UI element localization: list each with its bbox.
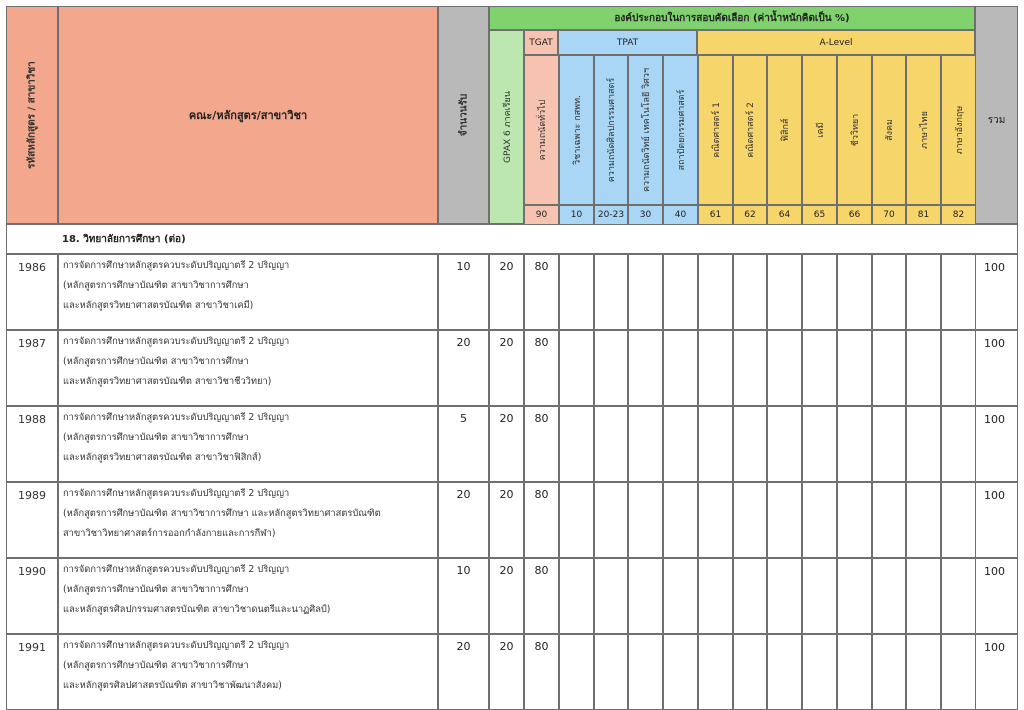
row-code: 1986 <box>6 254 58 330</box>
row-subject-cell <box>594 558 628 634</box>
row-subject-cell <box>594 406 628 482</box>
row-capacity: 20 <box>438 482 489 558</box>
subject-label: ความถนัดศิลปกรรมศาสตร์ <box>607 77 617 183</box>
row-program <box>58 406 438 482</box>
row-subject-cell <box>594 634 628 710</box>
row-subject-cell <box>872 330 906 406</box>
row-tgat: 80 <box>524 634 559 710</box>
row-subject-cell <box>663 406 698 482</box>
faculty-header-label: คณะ/หลักสูตร/สาขาวิชา <box>188 109 308 122</box>
subject-code: 70 <box>872 205 906 225</box>
subject-label: สถาปัตยกรรมศาสตร์ <box>676 89 687 171</box>
row-subject-cell <box>837 634 872 710</box>
row-subject-cell <box>906 482 941 558</box>
row-gpax: 20 <box>489 482 524 558</box>
subject-code: 64 <box>767 205 802 225</box>
row-subject-cell <box>663 330 698 406</box>
row-subject-cell <box>802 634 837 710</box>
row-subject-cell <box>733 406 767 482</box>
row-subject-cell <box>872 406 906 482</box>
row-subject-cell <box>837 558 872 634</box>
subject-code: 10 <box>559 205 594 225</box>
row-subject-cell <box>733 482 767 558</box>
row-subject-cell <box>941 406 976 482</box>
subject-header <box>698 55 733 205</box>
row-total: 100 <box>975 254 1018 330</box>
subject-header <box>767 55 802 205</box>
gpax-header-label: GPAX 6 ภาคเรียน <box>502 91 513 163</box>
subject-code: 65 <box>802 205 837 225</box>
row-subject-cell <box>628 254 663 330</box>
row-subject-cell <box>837 254 872 330</box>
row-subject-cell <box>733 254 767 330</box>
row-subject-cell <box>663 482 698 558</box>
row-subject-cell <box>872 482 906 558</box>
row-subject-cell <box>559 330 594 406</box>
row-tgat: 80 <box>524 330 559 406</box>
subject-code: 40 <box>663 205 698 225</box>
row-code: 1989 <box>6 482 58 558</box>
subject-label: วิชาเฉพาะ กสพท. <box>572 95 583 165</box>
subject-label: สังคม <box>885 119 895 141</box>
row-capacity: 5 <box>438 406 489 482</box>
program-line: (หลักสูตรการศึกษาบัณฑิต สาขาวิชาการศึกษา และหลักสูตรวิทยาศาสตรบัณฑิต <box>63 508 381 519</box>
row-subject-cell <box>802 330 837 406</box>
row-subject-cell <box>663 634 698 710</box>
row-subject-cell <box>906 634 941 710</box>
subject-header <box>906 55 941 205</box>
row-tgat: 80 <box>524 254 559 330</box>
subject-label: คณิตศาสตร์ 2 <box>746 102 756 158</box>
row-subject-cell <box>872 634 906 710</box>
faculty-header <box>58 6 438 224</box>
subject-code: 90 <box>524 205 559 225</box>
row-total: 100 <box>975 330 1018 406</box>
row-subject-cell <box>906 406 941 482</box>
row-subject-cell <box>837 406 872 482</box>
row-subject-cell <box>802 406 837 482</box>
subject-code: 66 <box>837 205 872 225</box>
row-subject-cell <box>767 254 802 330</box>
row-gpax: 20 <box>489 406 524 482</box>
row-capacity: 20 <box>438 634 489 710</box>
row-subject-cell <box>906 558 941 634</box>
row-subject-cell <box>802 254 837 330</box>
row-subject-cell <box>767 558 802 634</box>
code-header-label: รหัสหลักสูตร / สาขาวิชา <box>26 61 38 169</box>
program-line: (หลักสูตรการศึกษาบัณฑิต สาขาวิชาการศึกษา <box>63 432 249 443</box>
subject-code: 62 <box>733 205 767 225</box>
program-line: สาขาวิชาวิทยาศาสตร์การออกกำลังกายและการกีฬา) <box>63 528 276 539</box>
row-total: 100 <box>975 634 1018 710</box>
row-subject-cell <box>767 330 802 406</box>
row-subject-cell <box>872 254 906 330</box>
row-subject-cell <box>837 482 872 558</box>
subject-code: 30 <box>628 205 663 225</box>
subject-header <box>733 55 767 205</box>
row-subject-cell <box>698 558 733 634</box>
subject-header <box>802 55 837 205</box>
row-subject-cell <box>628 634 663 710</box>
row-total: 100 <box>975 406 1018 482</box>
components-header <box>489 6 975 30</box>
subject-code: 61 <box>698 205 733 225</box>
program-line: (หลักสูตรการศึกษาบัณฑิต สาขาวิชาการศึกษา <box>63 356 249 367</box>
row-code: 1991 <box>6 634 58 710</box>
subject-label: ความถนัดวิทย์ เทคโนโลยี วิศวฯ <box>641 67 652 193</box>
row-subject-cell <box>802 558 837 634</box>
row-program <box>58 330 438 406</box>
row-subject-cell <box>733 634 767 710</box>
row-code: 1988 <box>6 406 58 482</box>
row-subject-cell <box>663 254 698 330</box>
subject-code: 20-23 <box>594 205 628 225</box>
row-tgat: 80 <box>524 482 559 558</box>
subject-label: ชีววิทยา <box>850 113 861 147</box>
alevel-group-label: A-Level <box>819 37 853 48</box>
row-subject-cell <box>628 558 663 634</box>
row-program <box>58 634 438 710</box>
program-line: และหลักสูตรศิลปกรรมศาสตรบัณฑิต สาขาวิชาดนตรีและนาฏศิลป์) <box>63 604 331 615</box>
total-header-label: รวม <box>987 115 1006 126</box>
subject-label: ภาษาอังกฤษ <box>954 105 965 155</box>
row-gpax: 20 <box>489 254 524 330</box>
row-subject-cell <box>594 254 628 330</box>
capacity-header-label: จำนวนรับ <box>458 93 469 137</box>
row-program <box>58 254 438 330</box>
row-subject-cell <box>767 482 802 558</box>
row-subject-cell <box>802 482 837 558</box>
row-subject-cell <box>906 254 941 330</box>
program-line: และหลักสูตรศิลปศาสตรบัณฑิต สาขาวิชาพัฒนาสังคม) <box>63 680 282 691</box>
row-capacity: 10 <box>438 254 489 330</box>
row-gpax: 20 <box>489 330 524 406</box>
subject-label: ฟิสิกส์ <box>780 118 791 142</box>
row-subject-cell <box>733 330 767 406</box>
row-subject-cell <box>698 482 733 558</box>
row-program <box>58 482 438 558</box>
tpat-group-label: TPAT <box>616 37 639 48</box>
row-subject-cell <box>941 330 976 406</box>
row-program <box>58 558 438 634</box>
row-subject-cell <box>559 482 594 558</box>
row-code: 1987 <box>6 330 58 406</box>
row-subject-cell <box>733 558 767 634</box>
program-line: การจัดการศึกษาหลักสูตรควบระดับปริญญาตรี 2 ปริญญา <box>63 412 290 423</box>
subject-code: 82 <box>941 205 976 225</box>
subject-code: 81 <box>906 205 941 225</box>
subject-header <box>594 55 628 205</box>
row-total: 100 <box>975 558 1018 634</box>
subject-header <box>524 55 559 205</box>
row-subject-cell <box>559 634 594 710</box>
row-subject-cell <box>559 254 594 330</box>
row-subject-cell <box>628 406 663 482</box>
row-total: 100 <box>975 482 1018 558</box>
program-line: (หลักสูตรการศึกษาบัณฑิต สาขาวิชาการศึกษา <box>63 280 249 291</box>
row-capacity: 10 <box>438 558 489 634</box>
row-subject-cell <box>941 558 976 634</box>
row-subject-cell <box>698 634 733 710</box>
subject-label: เคมี <box>815 122 826 138</box>
row-subject-cell <box>941 634 976 710</box>
program-line: การจัดการศึกษาหลักสูตรควบระดับปริญญาตรี 2 ปริญญา <box>63 488 290 499</box>
row-subject-cell <box>941 254 976 330</box>
row-subject-cell <box>663 558 698 634</box>
subject-header <box>941 55 976 205</box>
alevel-group-header <box>697 30 975 55</box>
row-tgat: 80 <box>524 406 559 482</box>
program-line: (หลักสูตรการศึกษาบัณฑิต สาขาวิชาการศึกษา <box>63 660 249 671</box>
program-line: และหลักสูตรวิทยาศาสตรบัณฑิต สาขาวิชาฟิสิกส์) <box>63 452 262 463</box>
row-subject-cell <box>594 330 628 406</box>
row-subject-cell <box>767 406 802 482</box>
row-subject-cell <box>906 330 941 406</box>
subject-header <box>559 55 594 205</box>
row-subject-cell <box>628 330 663 406</box>
subject-header <box>837 55 872 205</box>
subject-header <box>628 55 663 205</box>
row-tgat: 80 <box>524 558 559 634</box>
subject-label: คณิตศาสตร์ 1 <box>711 102 722 158</box>
subject-label: ภาษาไทย <box>919 111 930 149</box>
subject-label: ความถนัดทั่วไป <box>537 99 548 161</box>
row-code: 1990 <box>6 558 58 634</box>
gpax-header <box>489 30 524 224</box>
row-subject-cell <box>559 406 594 482</box>
section-title: 18. วิทยาลัยการศึกษา (ต่อ) <box>62 234 186 245</box>
code-header <box>6 6 58 224</box>
subject-header <box>872 55 906 205</box>
row-capacity: 20 <box>438 330 489 406</box>
components-header-label: องค์ประกอบในการสอบคัดเลือก (ค่าน้ำหนักคิดเป็น %) <box>614 12 850 24</box>
row-subject-cell <box>872 558 906 634</box>
program-line: และหลักสูตรวิทยาศาสตรบัณฑิต สาขาวิชาชีววิทยา) <box>63 376 272 387</box>
row-subject-cell <box>837 330 872 406</box>
row-subject-cell <box>941 482 976 558</box>
tgat-group-label: TGAT <box>529 37 553 48</box>
row-gpax: 20 <box>489 634 524 710</box>
subject-header <box>663 55 698 205</box>
program-line: การจัดการศึกษาหลักสูตรควบระดับปริญญาตรี 2 ปริญญา <box>63 260 290 271</box>
program-line: การจัดการศึกษาหลักสูตรควบระดับปริญญาตรี 2 ปริญญา <box>63 640 290 651</box>
row-subject-cell <box>767 634 802 710</box>
program-line: และหลักสูตรวิทยาศาสตรบัณฑิต สาขาวิชาเคมี) <box>63 300 254 311</box>
row-subject-cell <box>698 330 733 406</box>
capacity-header <box>438 6 489 224</box>
row-gpax: 20 <box>489 558 524 634</box>
row-subject-cell <box>698 254 733 330</box>
program-line: การจัดการศึกษาหลักสูตรควบระดับปริญญาตรี 2 ปริญญา <box>63 336 290 347</box>
total-header <box>975 6 1018 224</box>
tpat-group-header <box>558 30 697 55</box>
tgat-group-header <box>524 30 558 55</box>
program-line: การจัดการศึกษาหลักสูตรควบระดับปริญญาตรี 2 ปริญญา <box>63 564 290 575</box>
row-subject-cell <box>628 482 663 558</box>
row-subject-cell <box>594 482 628 558</box>
row-subject-cell <box>698 406 733 482</box>
row-subject-cell <box>559 558 594 634</box>
program-line: (หลักสูตรการศึกษาบัณฑิต สาขาวิชาการศึกษา <box>63 584 249 595</box>
